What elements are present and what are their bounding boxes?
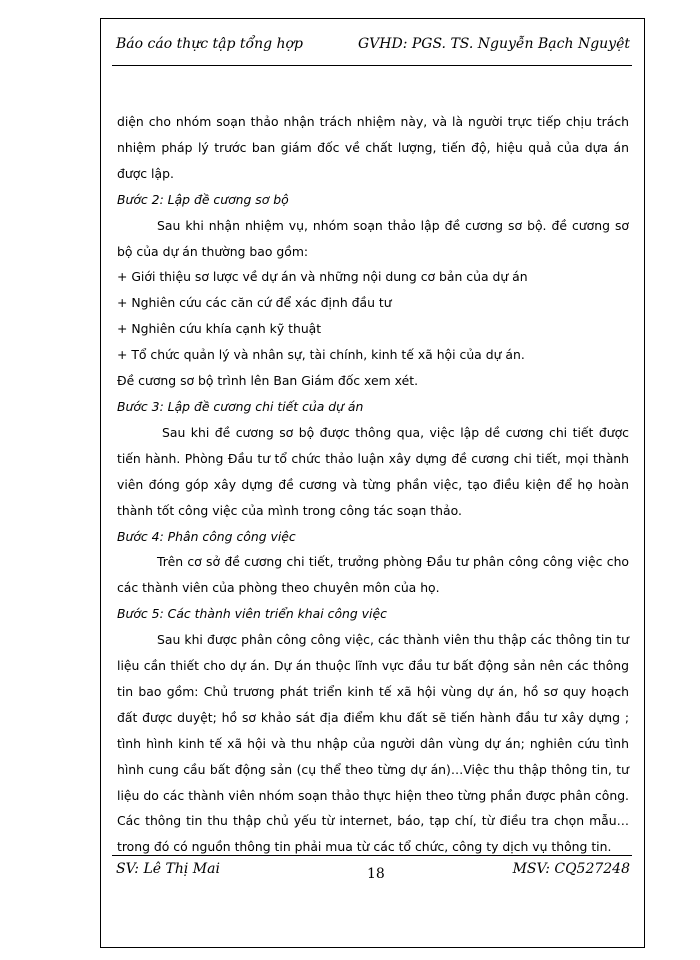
page-header (112, 36, 632, 62)
list-item: + Nghiên cứu khía cạnh kỹ thuật (117, 321, 322, 337)
page-footer (112, 860, 632, 882)
step-2-heading: Bước 2: Lập đề cương sơ bộ (117, 191, 289, 207)
list-item: + Tổ chức quản lý và nhân sự, tài chính, kinh tế xã hội của dự án. (117, 347, 525, 363)
step-5-heading: Bước 5: Các thành viên triển khai công việc (117, 606, 387, 622)
list-item: + Giới thiệu sơ lược về dự án và những nội dung cơ bản của dự án (117, 269, 528, 285)
step-3-heading: Bước 3: Lập đề cương chi tiết của dự án (117, 398, 364, 414)
paragraph: Sau khi nhận nhiệm vụ, nhóm soạn thảo lập đề cương sơ bộ. đề cương sơ bộ của dự án thường bao gồm: (117, 217, 629, 259)
header-report-title: Báo cáo thực tập tổng hợp (116, 36, 303, 52)
paragraph: Trên cơ sở đề cương chi tiết, trưởng phòng Đầu tư phân công công việc cho các thành viên của phòng theo chuyên môn của họ. (117, 554, 629, 596)
list-item: + Nghiên cứu các căn cứ để xác định đầu tư (117, 295, 392, 311)
header-divider (112, 65, 632, 66)
paragraph: Sau khi đề cương sơ bộ được thông qua, việc lập dề cương chi tiết được tiến hành. Phòng Đầu tư tổ chức thảo luận xây dựng đề cương chi tiết, mọi thành viên đóng góp xây dựng đề cương và từng phần việc, tạo điều kiện để họ hoàn thành tốt công việc của mình trong công tác soạn thảo. (117, 424, 629, 518)
page-number: 18 (367, 866, 385, 882)
page-body (117, 109, 629, 860)
footer-divider (112, 855, 632, 856)
footer-student-id: MSV: CQ527248 (512, 861, 630, 877)
paragraph: Sau khi được phân công công việc, các thành viên thu thập các thông tin tư liệu cần thiết cho dự án. Dự án thuộc lĩnh vực đầu tư bất động sản nên các thông tin bao gồm: Chủ trương phát triển kinh tế xã hội vùng dự án, hồ sơ quy hoạch đất được duyệt; hồ sơ khảo sát địa điểm khu đất sẽ tiến hành đầu tư xây dựng ; tình hình kinh tế xã hội và thu nhập của người dân vùng dự án; nghiên cứu tình hình cung cầu bất động sản (cụ thể theo từng dự án)…Việc thu thập thông tin, tư liệu do các thành viên nhóm soạn thảo thực hiện theo từng phần được phân công. Các thông tin thu thập chủ yếu từ internet, báo, tạp chí, từ điều tra chọn mẫu…trong đó có nguồn thông tin phải mua từ các tổ chức, công ty dịch vụ thông tin. (117, 632, 629, 855)
footer-student-name: SV: Lê Thị Mai (116, 861, 220, 877)
header-supervisor: GVHD: PGS. TS. Nguyễn Bạch Nguyệt (357, 36, 630, 52)
step-4-heading: Bước 4: Phân công công việc (117, 528, 296, 544)
paragraph: Đề cương sơ bộ trình lên Ban Giám đốc xem xét. (117, 373, 419, 389)
paragraph: diện cho nhóm soạn thảo nhận trách nhiệm này, và là người trực tiếp chịu trách nhiệm pháp lý trước ban giám đốc về chất lượng, tiến độ, hiệu quả của dựa án được lập. (117, 114, 629, 181)
